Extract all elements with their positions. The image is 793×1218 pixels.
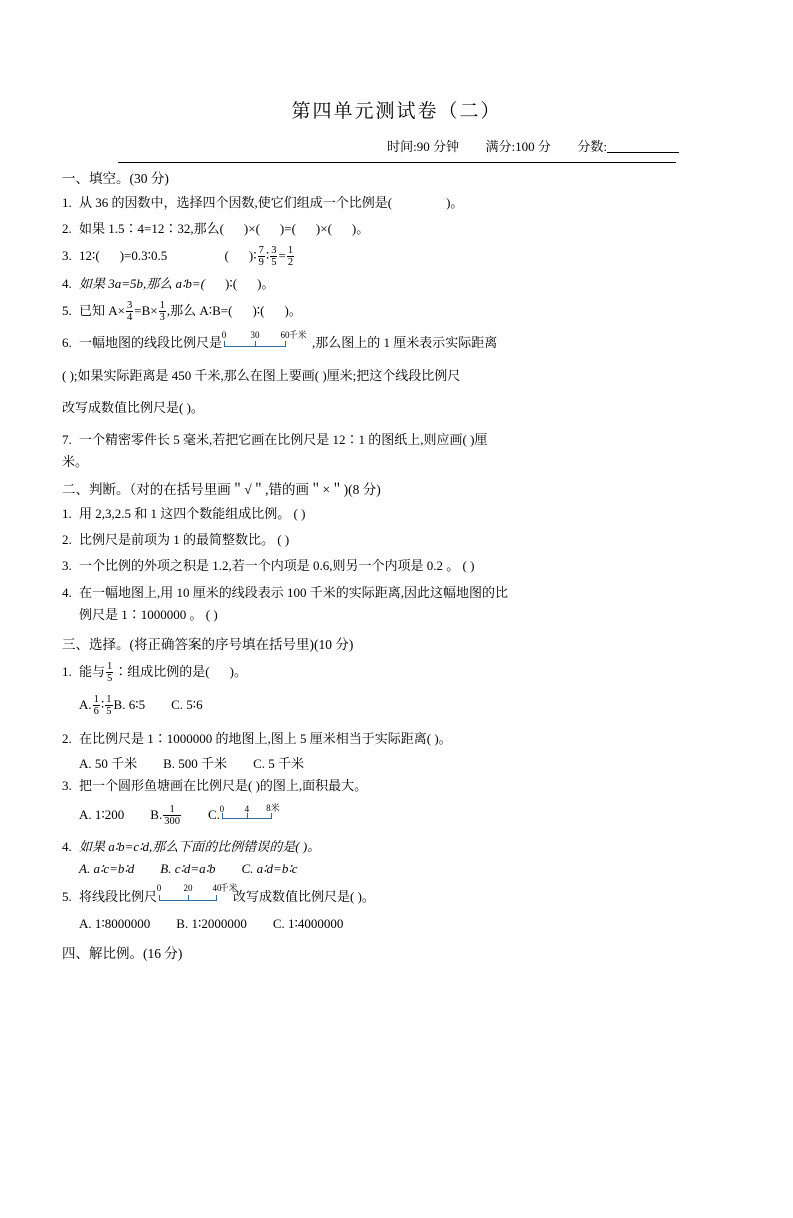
fill-q2-mid3: )×( [315,221,332,237]
exam-page [0,96,793,1218]
judge-q1 [62,504,731,524]
section-heading-choice: 三、选择。(将正确答案的序号填在括号里)(10 分) [62,636,354,652]
fill-q6-after: ,那么图上的 1 厘米表示实际距离 [312,335,498,351]
choice-q5-num: 5. [62,889,72,905]
choice-q2-optA[interactable]: A. 50 千米 [79,756,138,772]
scale-bar-q5-unit: 千米 [219,883,238,894]
judge-q4-num: 4. [62,584,72,600]
fill-q3-colon-a: ∶ [265,248,270,264]
fill-q6-line2: ( );如果实际距离是 450 千米,那么在图上要画( )厘米;把这个线段比例尺 [62,367,461,383]
score-blank[interactable] [607,152,679,153]
score-label: 分数: [577,139,607,154]
judge-q1-num: 1. [62,506,72,522]
judge-q1-text[interactable]: 用 2,3,2.5 和 1 这四个数能组成比例。 ( ) [79,506,306,522]
exam-meta [62,136,731,155]
choice-q5-post: 改写成数值比例尺是( )。 [233,889,375,905]
fill-q4 [62,274,731,294]
section-heading-judge: 二、判断。（对的在括号里画＂√＂,错的画＂×＂)(8 分) [62,482,381,498]
choice-q2 [62,729,731,749]
fill-q5-mid: =B× [134,303,158,319]
scale-bar-q3 [219,803,284,822]
scale-bar-q5-label-20: 20 [183,883,193,894]
choice-q1-post: 组成比例的是( [127,663,210,679]
fill-q5-mid2: ,那么 A∶B=( [166,303,233,319]
judge-q2-text[interactable]: 比例尺是前项为 1 的最简整数比。 ( ) [79,532,290,548]
choice-q1-tail: )。 [229,663,247,679]
fill-q5-tail: )。 [284,303,302,319]
judge-q3-text[interactable]: 一个比例的外项之积是 1.2,若一个内项是 0.6,则另一个内项是 0.2 。 ( ) [79,558,475,574]
fraction-1-300: $\frac{1}{300}$ [164,804,180,828]
judge-q4 [62,583,731,603]
fill-q5 [62,300,731,323]
fill-q5-mid3: )∶( [252,303,265,319]
fraction-1-2: $\frac{1}{2}$ [287,245,294,269]
choice-q1-optA-label[interactable]: A. [79,696,92,712]
choice-q2-optB[interactable]: B. 500 千米 [163,756,228,772]
choice-q1 [62,661,731,684]
page-title: 第四单元测试卷（二） [291,101,502,122]
scale-bar-q5-label-40: 40 [212,883,222,894]
choice-q1-num: 1. [62,663,72,679]
fraction-1-3: $\frac{1}{3}$ [159,300,165,324]
fraction-3-5: $\frac{3}{5}$ [271,245,277,269]
choice-q2-text: 在比例尺是 1∶1000000 的地图上,图上 5 厘米相当于实际距离( )。 [79,730,452,746]
fill-q3 [62,245,731,268]
fraction-7-9: $\frac{7}{9}$ [258,245,264,269]
judge-q2 [62,530,731,550]
choice-q4-optC[interactable]: C. a∶d=b∶c [241,861,298,877]
choice-q1-optA-colon: ∶ [100,696,105,712]
fill-q3-eq: = [278,248,286,264]
fill-q2-mid2: )=( [279,221,296,237]
section-heading-solve: 四、解比例。(16 分) [62,945,183,961]
choice-q4-options [62,861,731,877]
judge-q3 [62,556,731,576]
choice-q5-optB[interactable]: B. 1∶2000000 [176,915,247,931]
choice-q3-optB[interactable]: B. [150,807,163,822]
choice-q3-num: 3. [62,778,72,794]
fill-q7-line2: 米。 [62,454,89,470]
fill-q3-mid3: )∶ [248,248,257,264]
fill-q4-mid: )∶( [225,276,238,292]
fill-q3-mid: )=0.3∶0.5 [119,248,168,264]
scale-bar-q6-label-30: 30 [250,329,260,340]
choice-q4 [62,837,731,857]
fill-q6 [62,329,731,353]
fill-q1 [62,193,731,213]
fraction-1-5-b: $\frac{1}{5}$ [106,693,112,717]
fill-q2 [62,219,731,239]
fill-q6-line3: 改写成数值比例尺是( )。 [62,399,204,415]
judge-q4-text[interactable]: 在一幅地图上,用 10 厘米的线段表示 100 千米的实际距离,因此这幅地图的比 [79,584,509,600]
fill-q2-num: 2. [62,221,72,237]
choice-q5-options [62,916,731,932]
fill-q3-num: 3. [62,248,72,264]
choice-q3-optA[interactable]: A. 1∶200 [79,807,125,822]
scale-bar-q5 [156,883,238,904]
fill-q3-mid2: ( [224,248,229,264]
fraction-3-4: $\frac{3}{4}$ [126,300,133,324]
choice-q3-options [62,804,731,827]
total-score: 满分:100 分 [485,139,551,154]
choice-q1-optB[interactable]: B. 6∶5 [113,696,146,712]
scale-bar-q6-label-0: 0 [221,329,227,340]
fraction-1-5-a: $\frac{1}{5}$ [107,660,113,684]
section-heading-fill: 一、填空。(30 分) [62,171,169,186]
choice-q4-optA[interactable]: A. a∶c=b∶d [79,861,135,877]
fill-q4-text: 如果 3a=5b,那么 a∶b=( [79,276,206,292]
judge-q2-num: 2. [62,532,72,548]
choice-q4-optB[interactable]: B. c∶d=a∶b [160,861,216,877]
scale-bar-q5-label-0: 0 [156,883,162,894]
choice-q4-num: 4. [62,839,72,855]
fraction-1-6: $\frac{1}{6}$ [93,693,99,717]
choice-q1-colon: ∶ [114,663,128,679]
scale-bar-q6-label-60: 60 [280,329,290,340]
choice-q5-pre: 将线段比例尺 [79,889,158,905]
scale-bar-q3-label-4: 4 [244,804,250,814]
fill-q2-text: 如果 1.5∶4=12∶32,那么( [79,221,224,237]
choice-q5-optC[interactable]: C. 1∶4000000 [272,915,344,931]
fill-q2-mid1: )×( [243,221,260,237]
fill-q3-text: 12∶( [79,248,100,264]
choice-q2-options [62,753,731,772]
fill-q4-num: 4. [62,276,72,292]
fill-q7 [62,430,731,450]
scale-bar-q3-label-8: 8米 [266,803,280,813]
scale-bar-q3-label-0: 0 [219,804,225,814]
choice-q3 [62,776,731,796]
fill-q6-num: 6. [62,335,72,351]
fill-q1-tail: )。 [446,195,464,210]
fill-q7-num: 7. [62,431,72,447]
fill-q7-text: 一个精密零件长 5 毫米,若把它画在比例尺是 12∶1 的图纸上,则应画( )厘 [79,431,488,447]
choice-q4-text: 如果 a∶b=c∶d,那么下面的比例错误的是( )。 [79,839,321,855]
choice-q3-text: 把一个圆形鱼塘画在比例尺是( )的图上,面积最大。 [79,778,368,794]
time-limit: 时间:90 分钟 [387,139,459,154]
choice-q2-num: 2. [62,730,72,746]
header-rule [118,162,676,163]
fill-q5-num: 5. [62,303,72,319]
choice-q1-options [62,694,731,717]
fill-q1-text: 从 36 的因数中，选择四个因数,使它们组成一个比例是( [79,195,393,210]
choice-q5-optA[interactable]: A. 1∶8000000 [79,915,151,931]
scale-bar-q6 [221,329,310,350]
judge-q3-num: 3. [62,558,72,574]
choice-q3-optC[interactable]: C. [207,807,220,822]
choice-q2-optC[interactable]: C. 5 千米 [253,756,304,772]
choice-q1-optC[interactable]: C. 5∶6 [171,696,203,712]
fill-q5-text: 已知 A× [79,303,125,319]
judge-q4-line2[interactable]: 例尺是 1∶1000000 。 ( ) [79,606,218,622]
choice-q5 [62,883,731,907]
fill-q6-text: 一幅地图的线段比例尺是 [79,335,223,351]
choice-q1-pre: 能与 [79,663,106,679]
scale-bar-q6-unit: 千米 [288,329,307,340]
fill-q4-tail: )。 [257,276,275,292]
fill-q2-tail: )。 [351,221,370,237]
fill-q1-num: 1. [62,195,72,210]
